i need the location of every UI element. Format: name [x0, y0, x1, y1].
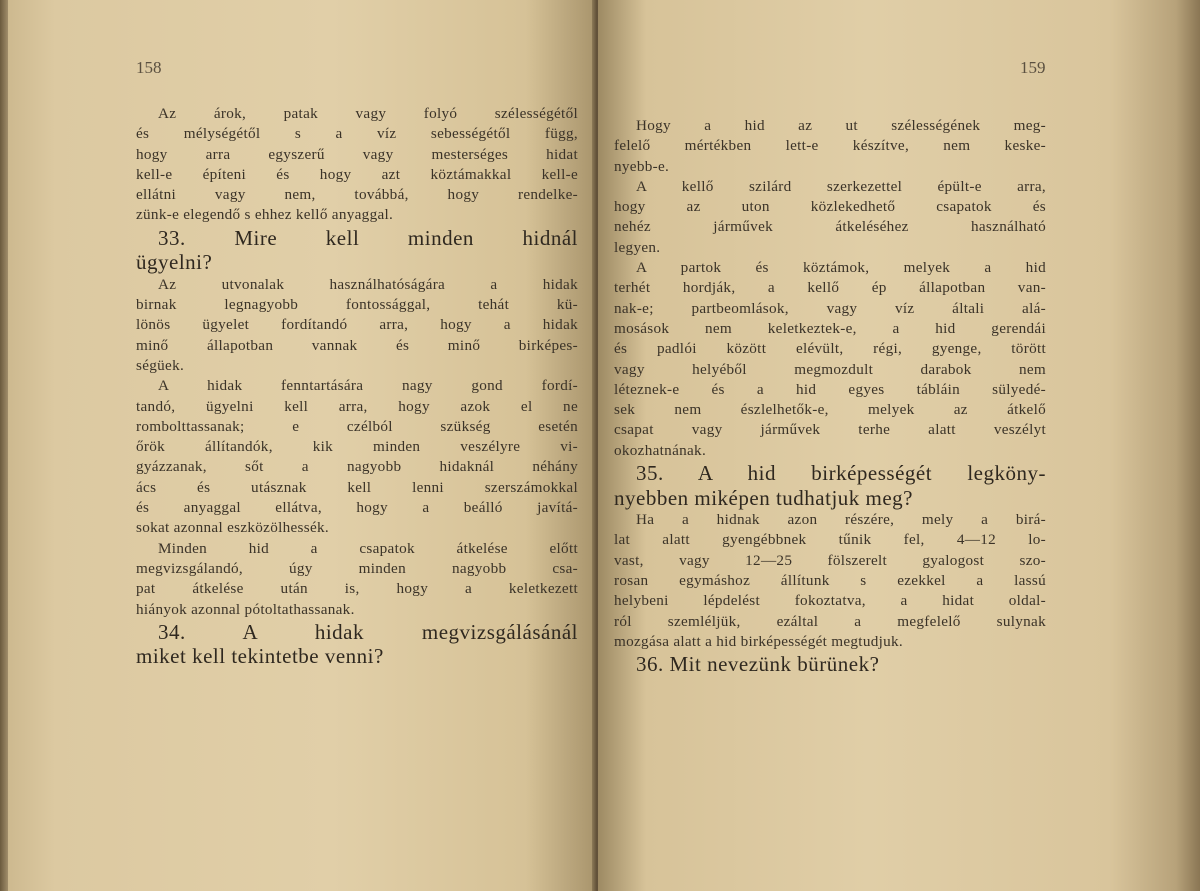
text-line: Az árok, patak vagy folyó szélességétől [158, 105, 578, 122]
text-line: megvizsgálandó, úgy minden nagyobb csa- [136, 559, 578, 577]
text-line: csapat vagy járművek terhe alatt veszélyt [614, 421, 1046, 439]
text-line: birnak legnagyobb fontossággal, tehát kü- [136, 296, 578, 314]
question-heading-line: 34. A hidak megvizsgálásánál [158, 619, 578, 644]
text-line: ségüek. [136, 356, 185, 374]
page-number-left: 158 [136, 58, 162, 77]
text-line: nehéz járművek átkeléséhez használható [614, 218, 1046, 236]
text-line: felelő mértékben lett-e készítve, nem keske- [614, 137, 1046, 155]
text-line: A hidak fenntartására nagy gond fordí- [158, 377, 578, 395]
text-line: ról szemléljük, ezáltal a megfelelő sulynak [614, 612, 1046, 630]
left-page-text [136, 104, 578, 669]
text-line: hogy arra egyszerű vagy mesterséges hidat [136, 145, 578, 163]
text-line: mozgása alatt a hid birképességét megtudjuk. [614, 632, 904, 650]
text-line: lat alatt gyengébbnek tűnik fel, 4—12 lo- [614, 531, 1046, 549]
text-line: kell-e építeni és hogy azt köztámakkal kell-e [136, 165, 578, 183]
text-line: Hogy a hid az ut szélességének meg- [636, 117, 1046, 134]
text-line: terhét hordják, a kellő ép állapotban van- [614, 279, 1046, 297]
text-line: tandó, ügyelni kell arra, hogy azok el ne [136, 397, 578, 415]
text-line: minő állapotban vannak és minő birképes- [136, 336, 578, 354]
text-line: gyázzanak, sőt a nagyobb hidaknál néhány [136, 458, 578, 476]
question-heading-line: 33. Mire kell minden hidnál [158, 225, 578, 250]
text-line: nyebb-e. [614, 157, 670, 175]
question-heading-line: miket kell tekintetbe venni? [136, 644, 384, 669]
text-line: vast, vagy 12—25 fölszerelt gyalogost szo- [614, 551, 1046, 569]
text-line: és padlói között elévült, régi, gyenge, törött [614, 340, 1046, 358]
right-page-text [614, 116, 1046, 677]
text-line: ács és utásznak kell lenni szerszámokkal [136, 478, 578, 496]
text-line: A kellő szilárd szerkezettel épült-e arra, [636, 177, 1046, 195]
text-line: ellátni vagy nem, továbbá, hogy rendelke- [136, 186, 578, 204]
question-heading-line: nyebben miképen tudhatjuk meg? [614, 485, 914, 510]
text-line: okozhatnának. [614, 441, 707, 459]
question-heading-line: 36. Mit nevezünk bürünek? [636, 652, 880, 677]
text-line: őrök állítandók, kik minden veszélyre vi- [136, 438, 578, 456]
question-heading-line: ügyelni? [136, 250, 213, 275]
text-line: sek nem észlelhetők-e, melyek az átkelő [614, 401, 1046, 419]
page-number-right: 159 [1020, 58, 1046, 77]
text-line: és mélységétől s a víz sebességétől függ, [136, 125, 578, 143]
left-page [8, 0, 596, 891]
question-heading-line: 35. A hid birképességét legköny- [636, 461, 1046, 486]
text-line: nak-e; partbeomlások, vagy víz általi alá- [614, 299, 1046, 317]
text-line: és anyaggal ellátva, hogy a beálló javítá- [136, 499, 578, 517]
text-line: rombolttassanak; e czélból szükség esetén [136, 417, 578, 435]
text-line: Minden hid a csapatok átkelése előtt [158, 539, 578, 557]
text-line: hiányok azonnal pótoltathassanak. [136, 600, 355, 618]
text-line: léteznek-e és a hid egyes tábláin sülyedé- [614, 380, 1046, 398]
text-line: hogy az uton közlekedhető csapatok és [614, 198, 1046, 216]
text-line: rosan egymáshoz állítunk s ezekkel a lassú [614, 571, 1046, 589]
text-line: legyen. [614, 238, 661, 256]
text-line: helybeni lépdelést fokoztatva, a hidat oldal- [614, 592, 1046, 610]
text-line: sokat azonnal eszközölhessék. [136, 519, 329, 537]
text-line: A partok és köztámok, melyek a hid [636, 259, 1046, 277]
text-line: Ha a hidnak azon részére, mely a birá- [636, 511, 1046, 529]
text-line: zünk-e elegendő s ehhez kellő anyaggal. [136, 206, 394, 224]
text-line: mosások nem keletkeztek-e, a hid gerendái [614, 319, 1046, 337]
text-line: vagy helyéből megmozdult darabok nem [614, 360, 1046, 378]
text-line: lönös ügyelet fordítandó arra, hogy a hidak [136, 316, 578, 334]
text-line: pat átkelése után is, hogy a keletkezett [136, 580, 578, 598]
right-page [598, 0, 1200, 891]
text-line: Az utvonalak használhatóságára a hidak [158, 275, 578, 293]
